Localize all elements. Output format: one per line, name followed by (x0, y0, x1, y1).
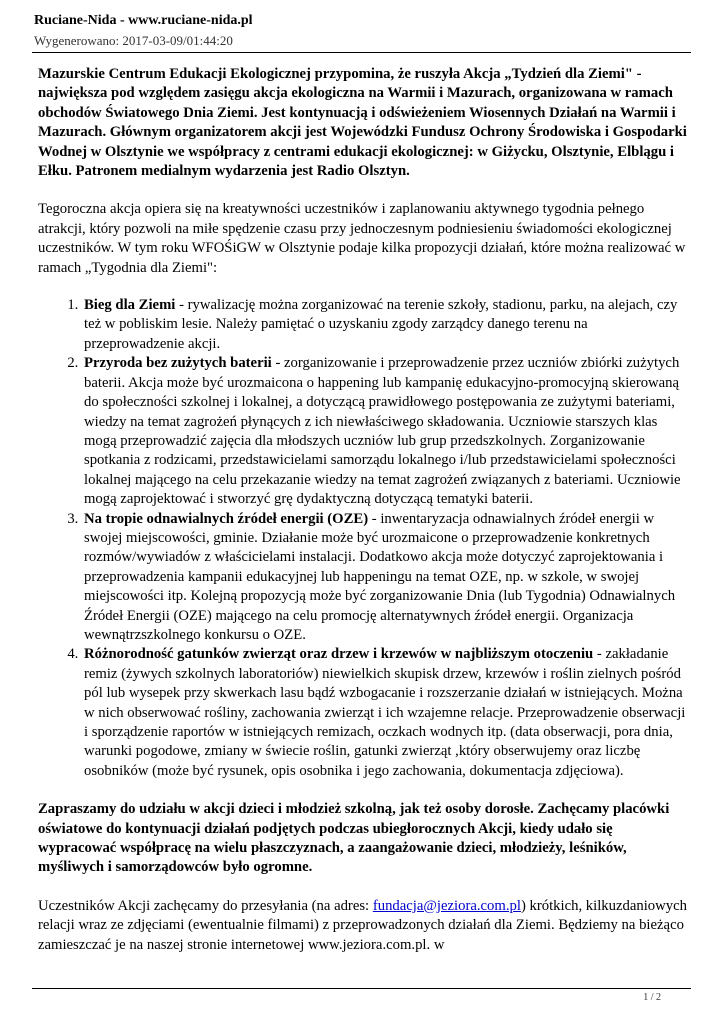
list-item-text: - rywalizację można zorganizować na terenie szkoły, stadionu, parku, na alejach, czy też w pobliskim lesie. Należy pamiętać o uzyskaniu zgody zarządcy danego terenu na przeprowadzenie akcji. (84, 297, 678, 352)
generated-timestamp: Wygenerowano: 2017-03-09/01:44:20 (34, 33, 233, 48)
intro-paragraph: Mazurskie Centrum Edukacji Ekologicznej przypomina, że ruszyła Akcja „Tydzień dla Ziemi" - największa pod względem zasięgu akcja ekologiczna na Warmii i Mazurach, organizowana w ramach obchodów Światowego Dnia Ziemi. Jest kontynuacją i odświeżeniem Wiosennych Działań na Warmii i Mazurach. Głównym organizatorem akcji jest Wojewódzki Fundusz Ochrony Środowiska i Gospodarki Wodnej w Olsztynie we współpracy z centrami edukacji ekologicznej: w Giżycku, Olsztynie, Elblągu i Ełku. Patronem medialnym wydarzenia jest Radio Olsztyn. (38, 66, 687, 180)
submission-paragraph (38, 897, 690, 955)
submission-text-after: ) krótkich, kilkuzdaniowych relacji wraz ze zdjęciami (ewentualnie filmami) z przeprowadzonych działań dla Ziemi. Będziemy na bieżąco zamieszczać je na naszej stronie internetowej www.jeziora.com.pl. w (38, 897, 687, 953)
list-item (82, 354, 690, 509)
footer-divider (32, 988, 691, 989)
list-item (82, 296, 690, 354)
list-item-title: Przyroda bez zużytych baterii (84, 355, 272, 372)
header-divider (32, 52, 691, 53)
list-item-title: Bieg dla Ziemi (84, 297, 176, 314)
list-item-title: Różnorodność gatunków zwierząt oraz drzew i krzewów w najbliższym otoczeniu (84, 646, 594, 663)
proposal-list (38, 296, 690, 781)
list-item (82, 510, 690, 646)
site-title: Ruciane-Nida - www.ruciane-nida.pl (34, 13, 253, 28)
page-number: 1 / 2 (643, 992, 661, 1003)
list-item-text: - inwentaryzacja odnawialnych źródeł energii w swojej miejscowości, gminie. Działanie może być urozmaicone o przeprowadzenie konkretnych rozmów/wywiadów z właścicielami instalacji. Dodatkowo akcja może dotyczyć zaprojektowania i przeprowadzenia kampanii edukacyjnej lub happeningu na temat OZE, np. w szkole, w swojej miejscowości itp. Kolejną propozycją może być zorganizowanie Dnia (lub Tygodnia) Odnawialnych Źródeł Energii (OZE) mającego na celu promocję alternatywnych źródeł energii. Organizacja wewnątrzszkolnego konkursu o OZE. (84, 510, 676, 643)
list-item-text: - zorganizowanie i przeprowadzenie przez uczniów zbiórki zużytych baterii. Akcja może być urozmaicona o happening lub kampanię edukacyjno-promocyjną skierowaną do społeczności szkolnej i lokalnej, a dotyczącą prawidłowego postępowania ze zużytymi bateriami, wiedzy na temat zagrożeń płynących z ich niewłaściwego składowania. Uczniowie starszych klas mogą przeprowadzić zajęcia dla młodszych uczniów lub grup przedszkolnych. Zorganizowanie spotkania z rodzicami, przedstawicielami samorządu lokalnego i/lub przedstawicielami społeczności lokalnej mającego na celu przekazanie wiedzy na temat zagrożeń związanych z bateriami. Uczniowie mogą zaprojektować i stworzyć grę dydaktyczną dotyczącą tematyki baterii. (84, 355, 681, 508)
body-paragraph: Tegoroczna akcja opiera się na kreatywności uczestników i zaplanowaniu aktywnego tygodnia pełnego atrakcji, który pozwoli na miłe spędzenie czasu przy jednoczesnym podniesieniu świadomości ekologicznej uczestników. W tym roku WFOŚiGW w Olsztynie podaje kilka propozycji działań, które można realizować w ramach „Tygodnia dla Ziemi": (38, 201, 686, 276)
list-item-title: Na tropie odnawialnych źródeł energii (OZE) (84, 510, 369, 527)
submission-text-before: Uczestników Akcji zachęcamy do przesyłania (na adres: (38, 897, 373, 914)
list-item-text: - zakładanie remiz (żywych szkolnych laboratoriów) niewielkich skupisk drzew, krzewów i roślin zielnych pośród pól lub wysepek przy skwerkach lasu bądź wzbogacanie i rozszerzanie działań w istniejących. Można w nich obserwować rośliny, zachowania zwierząt i ich wzajemne relacje. Przeprowadzenie obserwacji i sporządzenie raportów w istniejących remizach, oczkach wodnych itp. (data obserwacji, pora dnia, warunki pogodowe, zmiany w świecie roślin, gatunki zwierząt ,który obserwujemy oraz liczbę osobników (może być rysunek, opis osobnika i jego zachowania, dokumentacja zdjęciowa). (84, 646, 686, 779)
email-link[interactable]: fundacja@jeziora.com.pl (372, 897, 521, 914)
closing-paragraph: Zapraszamy do udziału w akcji dzieci i młodzież szkolną, jak też osoby dorosłe. Zachęcamy placówki oświatowe do kontynuacji działań podjętych podczas ubiegłorocznych Akcji, kiedy udało się wypracować współpracę na wielu płaszczyznach, a zaangażowanie dzieci, młodzieży, leśników, myśliwych i samorządowców było ogromne. (38, 801, 670, 876)
article-body (38, 65, 690, 955)
list-item (82, 645, 690, 781)
